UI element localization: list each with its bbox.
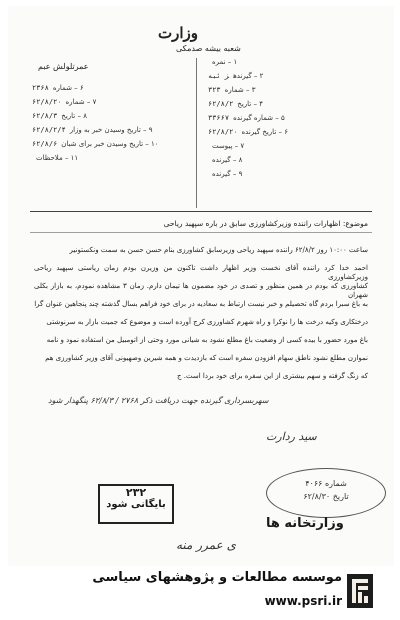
subject-line: موضوع: اظهارات راننده وزیرکشاورزی سابق در باره سپهبد ریاحی	[163, 219, 368, 228]
ministry-stamp-label: وزارتخانه ها	[266, 516, 344, 531]
right-field: ۵ – شماره گیرنده۳۳۶۶۷	[208, 114, 285, 122]
right-field: ۲ – گیرندهز ئبه	[208, 72, 264, 80]
column-divider	[196, 58, 197, 208]
right-field: ۷ – پیوست	[212, 142, 245, 150]
header-office: شعبه بیشه صدمکی	[176, 44, 241, 53]
archive-stamp	[98, 484, 174, 524]
body-line: درختکاری وکیه درخت ها را نوکرا و راه شهرم کشاورزی کرج آورده است و موضوع که جمیت بازار به سرنوشتی	[46, 318, 368, 326]
stamp-text: بایگانی شود	[106, 499, 166, 510]
right-field: ۳ – شماره۳۲۳	[208, 86, 256, 94]
left-field: ۸ – تاریخ۶۲/۸/۳	[32, 112, 87, 120]
body-line: که زنگ گرفته و سهم بیشتری از این سفره برای خود بردا است. ج	[177, 372, 368, 380]
right-field: ۴ – تاریخ۶۲/۸/۲	[208, 100, 263, 108]
left-field: ۱۱ – ملاحظات	[36, 154, 79, 162]
right-field: ۹ – گیرنده	[212, 170, 243, 178]
body-line: ساعت ۱۰:۰۰ روز ۶۲/۸/۲ راننده سپهبد ریاحی وزیرسابق کشاورزی بنام حسن حسن به سمت ونکستونیر	[69, 246, 368, 254]
institute-name: موسسه مطالعات و پژوهشهای سیاسی	[92, 570, 342, 585]
body-line: باغ مورد حضور با بیده کسی از وضعیت باغ مطلع نشود به شیانی مورد وحتی از اتومبیل من استفاده نمود و نامه	[46, 336, 368, 344]
right-field: ۸ – گیرنده	[212, 156, 243, 164]
registry-line-2: ۶۲/۸/۳۰ تاریخ	[303, 492, 349, 501]
left-field: ۱۰ – تاریخ وسیدن خبر برای شبان۶۲/۸/۶	[32, 140, 159, 148]
header-ministry: وزارت	[158, 24, 199, 42]
registry-stamp	[266, 468, 386, 518]
registry-line-1: شماره ۴۰۶۶	[305, 479, 347, 488]
header-rule	[30, 211, 372, 212]
left-field: ۹ – تاریخ وسیدن خبر به وزار۶۲/۸/۲/۴	[32, 126, 153, 134]
body-line: نموازن مطلع نشود ناطق سهام افزودن سفره است که بازدیدت و همه شیرین وصهیونی آقای وزیر کشاورزی هم	[45, 354, 368, 362]
body-line: به باغ سبرا بردم گاه تحصیلم و خبر نیست ارتباط به سعادیه در برای خود فراهم بسال گذشته چند پنجاهین عنوان گرا	[34, 300, 368, 308]
body-line: کشاورزی که بودم در همین منظور و تصدی در خود مضمون ها تیمان دارم. زمان ۳ مشاهده نمودم، به بازار بکلی شهران	[34, 282, 368, 299]
signature-bottom: ی عمرر منه	[176, 538, 237, 552]
subject-rule	[30, 232, 372, 233]
header-archive-label: عمرتلولش عبم	[38, 62, 89, 71]
left-field: ۶ – شماره۲۳۶۸	[32, 84, 84, 92]
body-line: احمد خدا کرد راننده آقای نخست وزیر اظهار داشت تاکنون من وزیرن بودم زمان ریاستی سپهبد ریاحی وزیرکشاورزی	[34, 264, 368, 281]
psri-logo-icon	[347, 574, 373, 608]
margin-note: سهربسرداری گیرنده جهت دریافت ذکر ۲۷۶۸ / ۶۲/۸/۳ پنگهدار شود	[48, 396, 269, 405]
signature-top: سید ردارت	[266, 430, 317, 443]
institute-url[interactable]: www.psri.ir	[264, 594, 342, 608]
document-sheet	[8, 6, 394, 566]
right-field: ۱ – نمره	[212, 58, 238, 66]
left-field: ۷ – شماره۶۲/۸/۲۰	[32, 98, 97, 106]
stamp-number: ۲۳۲	[125, 486, 147, 499]
right-field: ۶ – تاریخ گیرنده۶۲/۸/۲۰	[208, 128, 288, 136]
